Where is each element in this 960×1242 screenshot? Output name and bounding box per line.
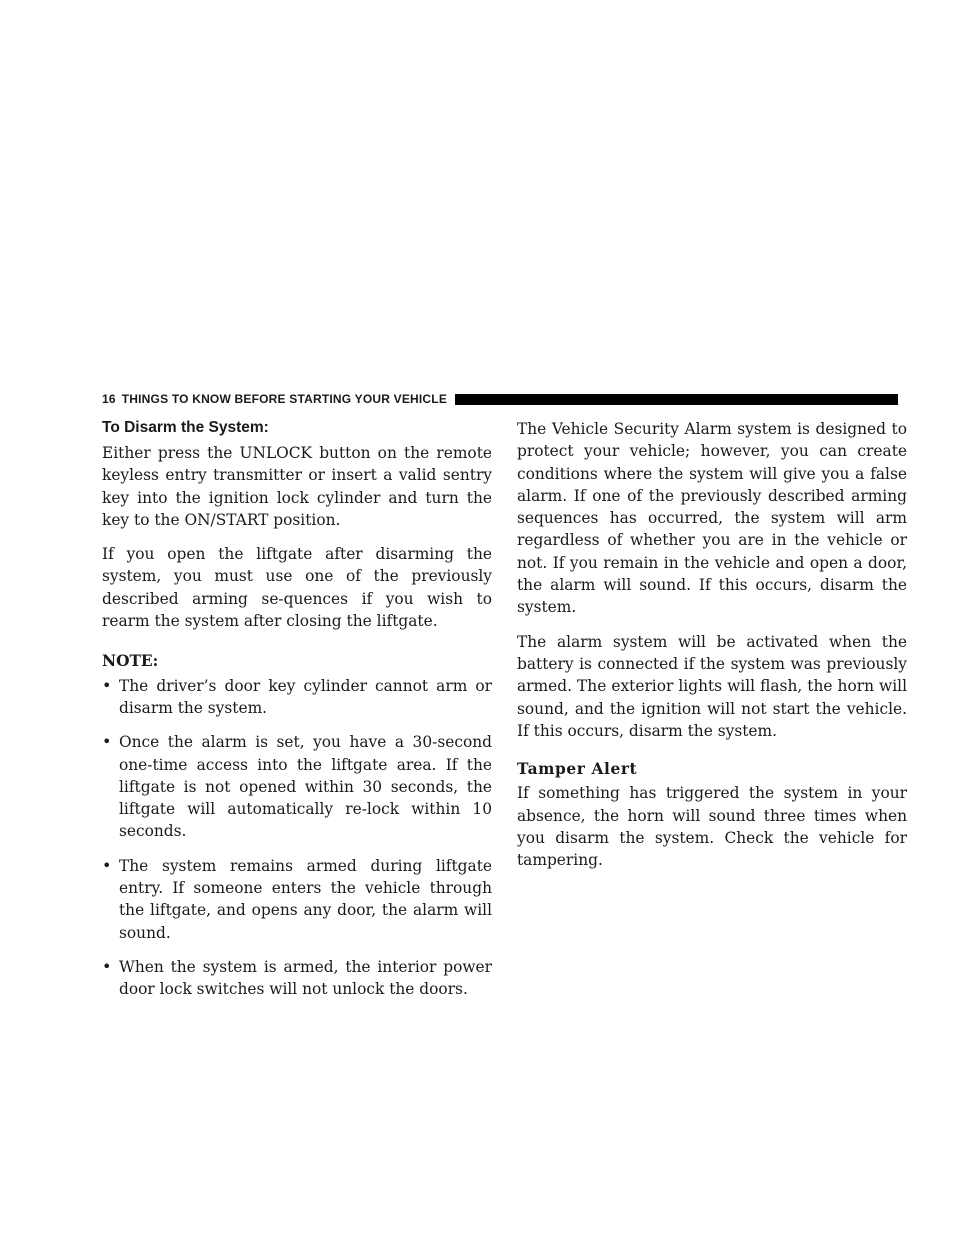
left-column — [102, 418, 492, 1013]
bullet-text: Once the alarm is set, you have a 30-second one-time access into the liftgate area. If the liftgate is not opened within 30 seconds, the liftgate will automatically re-lock within 10 seconds. — [119, 733, 492, 841]
page-header-title: THINGS TO KNOW BEFORE STARTING YOUR VEHICLE — [121, 392, 448, 406]
page-header — [102, 391, 898, 407]
page-number: 16 — [102, 392, 116, 406]
note-bullet-list — [102, 675, 492, 1001]
bullet-text: The system remains armed during liftgate entry. If someone enters the vehicle through the liftgate, and opens any door, the alarm will sound. — [119, 856, 492, 942]
paragraph-tamper-alert: If something has triggered the system in your absence, the horn will sound three times when you disarm the system. Check the vehicle for tampering. — [517, 784, 907, 870]
bullet-icon: • — [102, 956, 112, 976]
list-item — [102, 731, 492, 842]
bullet-icon: • — [102, 675, 112, 695]
bullet-icon: • — [102, 732, 112, 752]
note-label: NOTE: — [102, 652, 159, 671]
bullet-text: The driver’s door key cylinder cannot arm or disarm the system. — [119, 676, 492, 717]
paragraph-disarm-method: Either press the UNLOCK button on the remote keyless entry transmitter or insert a valid sentry key into the ignition lock cylinder and turn the key to the ON/START position. — [102, 444, 492, 529]
subheading-tamper-alert: Tamper Alert — [517, 760, 638, 779]
right-column — [517, 418, 907, 884]
paragraph-liftgate-rearm: If you open the liftgate after disarming the system, you must use one of the previously described arming se-quences if you wish to rearm the system after closing the liftgate. — [102, 545, 492, 631]
section-heading-disarm: To Disarm the System: — [102, 419, 269, 436]
paragraph-battery-activation: The alarm system will be activated when the battery is connected if the system was previously armed. The exterior lights will flash, the horn will sound, and the ignition will not start the vehicle. If this occurs, disarm the system. — [517, 632, 907, 740]
list-item — [102, 855, 492, 944]
paragraph-false-alarm: The Vehicle Security Alarm system is designed to protect your vehicle; however, you can create conditions where the system will give you a false alarm. If one of the previously described arming sequences has occurred, the system will arm regardless of whether you are in the vehicle or not. If you remain in the vehicle and open a door, the alarm will sound. If this occurs, disarm the system. — [517, 420, 907, 617]
bullet-text: When the system is armed, the interior power door lock switches will not unlock the doors. — [119, 957, 492, 999]
bullet-icon: • — [102, 855, 112, 875]
list-item — [102, 675, 492, 720]
header-rule-bar — [455, 394, 898, 405]
list-item — [102, 956, 492, 1001]
